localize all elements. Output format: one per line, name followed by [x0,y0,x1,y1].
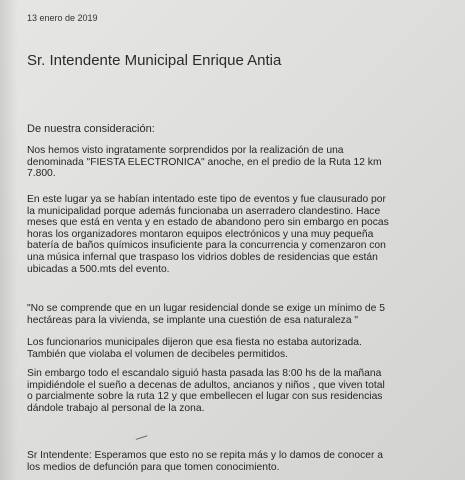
paragraph-5-line: Sin embargo todo el escandalo siguió hasta pasada las 8:00 hs de la mañana [27,368,382,379]
paragraph-2-line: horas los organizadores montaron equipos electrónicos y una muy pequeña [27,228,374,240]
paragraph-2-line: En este lugar ya se habían intentado este tipo de eventos y fue clausurado por [27,194,386,205]
paragraph-2-line: la municipalidad porque además funcionaba un aserradero clandestino. Hace [27,205,381,217]
paragraph-6-line: los medios de defunción para que tomen conocimiento. [27,461,280,473]
paragraph-1-line: 7.800. [27,168,56,180]
paragraph-4-line: Los funcionarios municipales dijeron que esa fiesta no estaba autorizada. [27,337,362,348]
paragraph-3-quote [27,303,457,326]
paragraph-2-line: batería de baños químicos insuficiente para la concurrencia y comenzaron con [27,240,386,252]
pen-mark [136,435,149,443]
recipient-heading: Sr. Intendente Municipal Enrique Antia [27,52,282,69]
paragraph-5 [27,368,457,414]
paragraph-5-line: dándole trabajo al personal de la zona. [27,402,205,414]
paragraph-5-line: o parcialmente sobre la ruta 12 y que embellecen el lugar con sus residencias [27,391,383,403]
paragraph-2 [27,194,457,275]
salutation: De nuestra consideración: [27,123,155,135]
paragraph-4 [27,337,457,360]
letter-date: 13 enero de 2019 [27,13,98,23]
page-shadow [0,0,18,480]
paragraph-6-closing [27,450,457,473]
paragraph-1 [27,145,457,180]
paragraph-3-line: "No se comprende que en un lugar residencial donde se exige un mínimo de 5 [27,303,385,314]
paragraph-4-line: También que violaba el volumen de decibeles permitidos. [27,348,289,360]
paragraph-5-line: impidiéndole el sueño a decenas de adultos, ancianos y niños , que viven total [27,379,385,391]
paragraph-2-line: ubicadas a 500.mts del evento. [27,263,170,275]
paragraph-1-line: denominada "FIESTA ELECTRONICA" anoche, en el predio de la Ruta 12 km [27,156,382,168]
paragraph-6-line: Sr Intendente: Esperamos que esto no se repita más y lo damos de conocer a [27,450,384,461]
paragraph-2-line: una música infernal que traspaso los vidrios dobles de residencias que están [27,251,378,263]
paragraph-2-line: meses que está en venta y en estado de abandono pero sin embargo en pocas [27,217,389,229]
paragraph-3-line: hectáreas para la vivienda, se implante una cuestión de esa naturaleza " [27,314,359,326]
paragraph-1-line: Nos hemos visto ingratamente sorprendidos por la realización de una [27,145,344,156]
